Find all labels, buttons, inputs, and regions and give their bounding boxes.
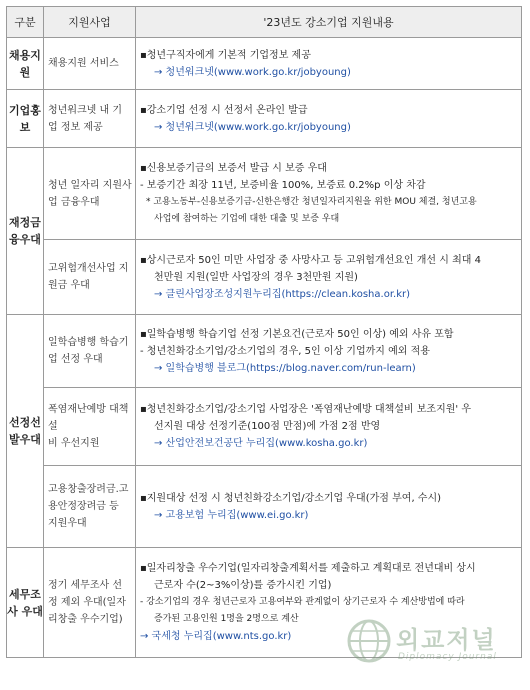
program-cell: 고용창출장려금.고 용안정장려금 등 지원우대 — [44, 466, 136, 548]
program-cell: 폭염재난예방 대책설 비 우선지원 — [44, 388, 136, 466]
content-cell — [136, 315, 522, 388]
watermark — [346, 616, 516, 674]
content-cell — [136, 240, 522, 315]
content-cell — [136, 466, 522, 548]
table-row — [7, 240, 522, 315]
content-cell — [136, 38, 522, 90]
link-line[interactable]: → 산업안전보건공단 누리집(www.kosha.go.kr) — [154, 438, 368, 449]
header-category: 구분 — [7, 7, 44, 38]
watermark-subtitle: Diplomacy Journal — [398, 652, 497, 662]
content-line: - 보증기간 최장 11년, 보증비율 100%, 보증료 0.2%p 이상 차감 — [140, 179, 426, 191]
content-line: ▪일자리창출 우수기업(일자리창출계획서를 제출하고 계획대로 전년대비 상시 — [140, 563, 476, 574]
link-line[interactable]: → 고용보험 누리집(www.ei.go.kr) — [154, 509, 309, 521]
category-cell: 기업홍 보 — [7, 90, 44, 148]
program-cell: 청년 일자리 지원사 업 금융우대 — [44, 148, 136, 240]
content-line: ▪일학습병행 학습기업 선정 기본요건(근로자 50인 이상) 예외 사유 포함 — [140, 328, 454, 340]
content-line: - 청년친화강소기업/강소기업의 경우, 5인 이상 기업까지 예외 적용 — [140, 345, 430, 357]
content-line: ▪청년구직자에게 기본적 기업정보 제공 — [140, 49, 311, 61]
content-cell — [136, 388, 522, 466]
table-row — [7, 466, 522, 548]
watermark-title: 외교저널 — [396, 626, 497, 654]
program-cell: 고위험개선사업 지 원금 우대 — [44, 240, 136, 315]
content-line: ▪강소기업 선정 시 선정서 온라인 발급 — [140, 104, 308, 116]
content-line: 선지원 대상 선정기준(100점 만점)에 가점 2점 반영 — [154, 421, 381, 432]
content-line: 근로자 수(2~3%이상)를 증가시킨 기업) — [154, 580, 332, 591]
category-cell: 채용지 원 — [7, 38, 44, 90]
link-line[interactable]: → 청년워크넷(www.work.go.kr/jobyoung) — [154, 66, 351, 78]
table-row — [7, 388, 522, 466]
note-line: * 고용노동부-신용보증기금-신한은행간 청년일자리지원을 위한 MOU 체결, 청년고용 — [146, 196, 477, 207]
content-line: ▪상시근로자 50인 미만 사업장 중 사망사고 등 고위험개선요인 개선 시 최대 4 — [140, 254, 481, 266]
category-cell: 재정금 융우대 — [7, 148, 44, 315]
program-cell: 청년워크넷 내 기 업 정보 제공 — [44, 90, 136, 148]
link-line[interactable]: → 클린사업장조성지원누리집(https://clean.kosha.or.kr) — [154, 288, 410, 300]
content-line: 천만원 지원(일반 사업장의 경우 3천만원 지원) — [154, 271, 358, 283]
content-line: ▪신용보증기금의 보증서 발급 시 보증 우대 — [140, 162, 327, 174]
program-cell: 채용지원 서비스 — [44, 38, 136, 90]
category-cell: 선정선 발우대 — [7, 315, 44, 548]
globe-logo-icon — [346, 618, 392, 664]
table-header-row — [7, 7, 522, 38]
link-line[interactable]: → 국세청 누리집(www.nts.go.kr) — [140, 631, 292, 642]
header-content: '23년도 강소기업 지원내용 — [136, 7, 522, 38]
content-line: ▪지원대상 선정 시 청년친화강소기업/강소기업 우대(가점 부여, 수시) — [140, 492, 442, 504]
content-cell — [136, 148, 522, 240]
content-line: ▪청년친화강소기업/강소기업 사업장은 '폭염재난예방 대책설비 보조지원' 우 — [140, 404, 471, 415]
link-line[interactable]: → 청년워크넷(www.work.go.kr/jobyoung) — [154, 121, 351, 133]
content-cell — [136, 90, 522, 148]
program-cell: 일학습병행 학습기 업 선정 우대 — [44, 315, 136, 388]
table-row — [7, 315, 522, 388]
link-line[interactable]: → 일학습병행 블로그(https://blog.naver.com/run-learn) — [154, 362, 416, 374]
content-line: - 강소기업의 경우 청년근로자 고용여부와 관계없이 상기근로자 수 계산방법에 따라 — [140, 597, 465, 607]
support-table — [6, 6, 522, 658]
table-row — [7, 148, 522, 240]
table-row — [7, 90, 522, 148]
category-cell: 세무조 사 우대 — [7, 548, 44, 658]
note-line: 사업에 참여하는 기업에 대한 대출 및 보증 우대 — [154, 213, 340, 224]
table-row — [7, 38, 522, 90]
header-program: 지원사업 — [44, 7, 136, 38]
program-cell: 정기 세무조사 선 정 제외 우대(일자 리창출 우수기업) — [44, 548, 136, 658]
content-line: 증가된 고용인원 1명을 2명으로 계산 — [154, 614, 299, 624]
